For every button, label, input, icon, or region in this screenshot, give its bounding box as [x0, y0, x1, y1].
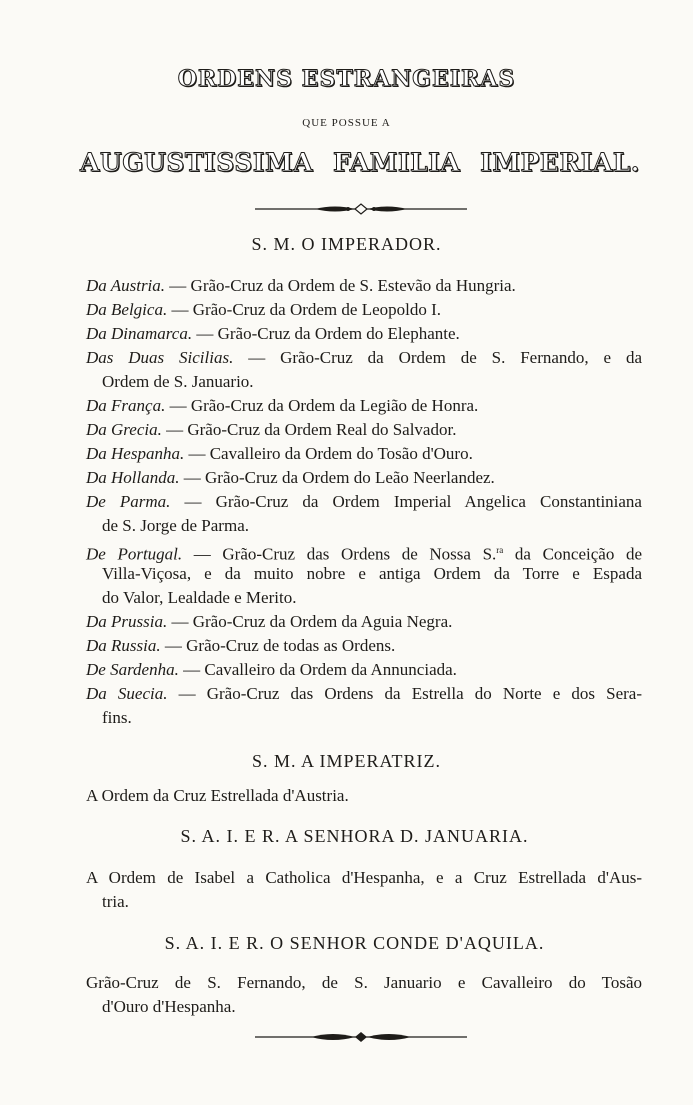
entry-text: — Grão-Cruz da Ordem do Leão Neerlandez.: [179, 468, 495, 487]
entry-continuation: do Valor, Lealdade e Merito.: [102, 588, 297, 607]
country-name: Da Austria.: [86, 276, 166, 295]
entry-text: — Cavalleiro da Ordem da Annunciada.: [178, 660, 457, 679]
section-text: A Ordem da Cruz Estrellada d'Austria.: [86, 786, 349, 805]
order-entry: [86, 466, 495, 490]
order-entry: [86, 682, 642, 706]
country-name: Da França.: [86, 396, 166, 415]
country-name: Da Suecia.: [86, 684, 168, 703]
order-entry: [86, 346, 642, 370]
section-heading-imperatriz: S. M. A IMPERATRIZ.: [251, 751, 442, 771]
main-title: ORDENS ESTRANGEIRAS: [177, 66, 516, 92]
entry-text: — Grão-Cruz das Ordens da Estrella do Norte e dos Sera-: [167, 684, 642, 703]
order-entry: [86, 610, 452, 634]
superscript-abbrev: ra: [496, 545, 504, 555]
entry-text: — Grão-Cruz das Ordens de Nossa S.: [182, 544, 497, 564]
section-heading-aquila: S. A. I. E R. O SENHOR CONDE D'AQUILA.: [164, 933, 545, 953]
order-entry: [86, 634, 395, 658]
entry-continuation: d'Ouro d'Hespanha.: [102, 997, 236, 1016]
family-title-word: FAMILIA: [332, 148, 461, 177]
section-heading-imperador: S. M. O IMPERADOR.: [251, 234, 442, 254]
entry-continuation: Villa-Viçosa, e da muito nobre e antiga Ordem da Torre e Espada: [102, 564, 642, 583]
country-name: Da Hollanda.: [86, 468, 180, 487]
order-entry: [86, 490, 642, 514]
entry-text: — Cavalleiro da Ordem do Tosão d'Ouro.: [184, 444, 473, 463]
entry-text: — Grão-Cruz da Ordem Real do Salvador.: [161, 420, 457, 439]
order-entry: [86, 658, 457, 682]
order-entry: [86, 418, 456, 442]
entry-text: — Grão-Cruz da Ordem do Elephante.: [192, 324, 460, 343]
family-title-word: IMPERIAL.: [480, 148, 640, 177]
entry-continuation: tria.: [102, 892, 129, 911]
country-name: De Portugal.: [86, 544, 183, 564]
entry-continuation: de S. Jorge de Parma.: [102, 516, 249, 535]
order-entry: [86, 394, 478, 418]
subtitle: QUE POSSUE A: [302, 117, 391, 129]
entry-continuation: Ordem de S. Januario.: [102, 372, 254, 391]
entry-text: — Grão-Cruz da Ordem da Aguia Negra.: [167, 612, 453, 631]
country-name: Da Prussia.: [86, 612, 168, 631]
order-entry: [86, 274, 516, 298]
ornament-divider-top: [255, 202, 467, 216]
country-name: Da Belgica.: [86, 300, 168, 319]
family-title-word: AUGUSTISSIMA: [80, 148, 314, 177]
entry-text: da Conceição de: [503, 544, 642, 564]
order-entry: [86, 298, 441, 322]
section-text: A Ordem de Isabel a Catholica d'Hespanha, e a Cruz Estrellada d'Aus-: [86, 868, 642, 887]
entry-text: — Grão-Cruz da Ordem de S. Estevão da Hungria.: [165, 276, 516, 295]
country-name: Das Duas Sicilias.: [86, 348, 234, 367]
country-name: Da Grecia.: [86, 420, 162, 439]
order-entry: [86, 442, 473, 466]
country-name: De Parma.: [86, 492, 171, 511]
country-name: De Sardenha.: [86, 660, 179, 679]
country-name: Da Russia.: [86, 636, 161, 655]
country-name: Da Dinamarca.: [86, 324, 193, 343]
ornament-divider-bottom: [255, 1030, 467, 1044]
section-heading-januaria: S. A. I. E R. A SENHORA D. JANUARIA.: [180, 826, 529, 846]
entry-text: — Grão-Cruz da Ordem Imperial Angelica Constantiniana: [170, 492, 642, 511]
entry-text: — Grão-Cruz da Ordem da Legião de Honra.: [165, 396, 479, 415]
country-name: Da Hespanha.: [86, 444, 185, 463]
order-entry: [86, 322, 460, 346]
entry-text: — Grão-Cruz de todas as Ordens.: [160, 636, 396, 655]
section-text: Grão-Cruz de S. Fernando, de S. Januario e Cavalleiro do Tosão: [86, 973, 642, 992]
entry-continuation: fins.: [102, 708, 132, 727]
entry-text: — Grão-Cruz da Ordem de Leopoldo I.: [167, 300, 442, 319]
entry-text: — Grão-Cruz da Ordem de S. Fernando, e da: [233, 348, 642, 367]
family-title: [80, 148, 640, 177]
